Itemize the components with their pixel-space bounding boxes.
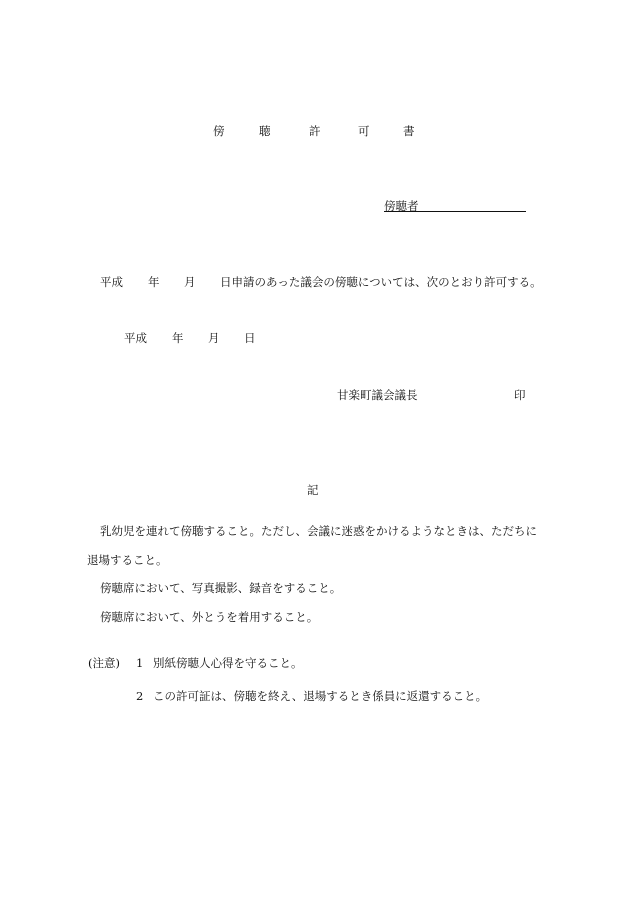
application-date-sentence — [100, 275, 560, 289]
condition-1-line-1: 乳幼児を連れて傍聴すること。ただし、会議に迷惑をかけるようなときは、ただちに — [100, 524, 537, 538]
ki-heading: 記 — [307, 483, 319, 497]
application-sentence: 日申請のあった議会の傍聴については、次のとおり許可する。 — [220, 275, 542, 289]
notes-label: (注意) — [88, 656, 120, 670]
era-label: 平成 — [100, 275, 123, 289]
era-label: 平成 — [124, 331, 147, 345]
issuer-title: 甘楽町議会議長 — [337, 388, 418, 402]
month-unit: 月 — [184, 275, 196, 289]
applicant-label: 傍聴者 — [384, 199, 419, 213]
note-text: この許可証は、傍聴を終え、退場するとき係員に返還すること。 — [153, 689, 488, 703]
title-char: 傍 — [213, 124, 225, 138]
title-char: 書 — [403, 124, 415, 138]
day-unit: 日 — [244, 331, 256, 345]
condition-3: 傍聴席において、外とうを着用すること。 — [100, 610, 319, 624]
title-char: 許 — [309, 124, 321, 138]
note-number: 2 — [136, 689, 144, 703]
note-number: 1 — [136, 656, 144, 670]
note-text: 別紙傍聴人心得を守ること。 — [153, 656, 303, 670]
applicant-signature-line — [384, 211, 526, 212]
condition-1-line-2: 退場すること。 — [87, 553, 168, 567]
seal-mark: 印 — [514, 388, 526, 402]
title-char: 可 — [358, 124, 370, 138]
year-unit: 年 — [172, 331, 184, 345]
month-unit: 月 — [208, 331, 220, 345]
title-char: 聴 — [259, 124, 271, 138]
year-unit: 年 — [148, 275, 160, 289]
condition-2: 傍聴席において、写真撮影、録音をすること。 — [100, 581, 342, 595]
document-title — [0, 124, 630, 138]
issue-date — [124, 331, 324, 345]
